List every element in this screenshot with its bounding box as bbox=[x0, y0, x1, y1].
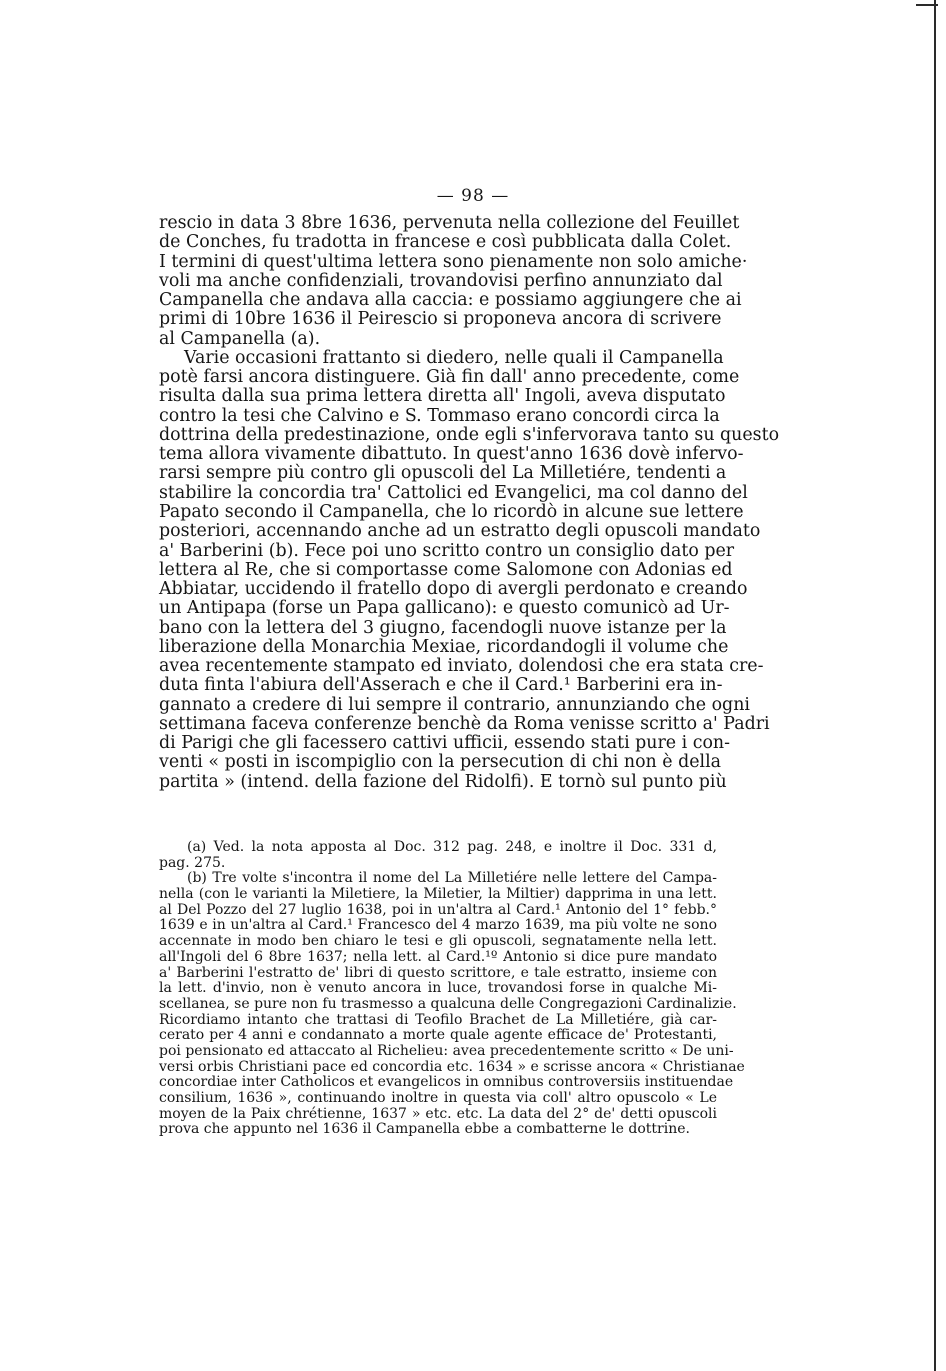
body-text-line: settimana faceva conferenze benchè da Roma venisse scritto a' Padri bbox=[159, 713, 770, 734]
body-text-line: rescio in data 3 8bre 1636, pervenuta nella collezione del Feuillet bbox=[159, 213, 740, 233]
body-text-line: I termini di quest'ultima lettera sono pienamente non solo amiche· bbox=[159, 251, 748, 272]
footnote-line: prova che appunto nel 1636 il Campanella ebbe a combatterne le dottrine. bbox=[159, 1121, 690, 1138]
footnote-line: (b) Tre volte s'incontra il nome del La Milletiére nelle lettere del Campa- bbox=[187, 870, 717, 887]
body-text-line: lettera al Re, che si comportasse come Salomone con Adonias ed bbox=[159, 559, 733, 580]
footnote-line: nella (con le varianti la Miletiere, la Miletier, la Miltier) dapprima in una lett. bbox=[159, 886, 717, 903]
body-text-line: tema allora vivamente dibattuto. In quest'anno 1636 dovè infervo- bbox=[159, 444, 744, 465]
main-text bbox=[159, 213, 780, 792]
footnotes bbox=[159, 839, 745, 1138]
body-text-line: stabilire la concordia tra' Cattolici ed Evangelici, ma col danno del bbox=[159, 482, 748, 503]
body-text-line: partita » (intend. della fazione del Ridolfi). E tornò sul punto più bbox=[159, 771, 727, 792]
footnote-line: a' Barberini l'estratto de' libri di questo scrittore, e tale estratto, insieme con bbox=[159, 964, 717, 981]
footnote-line: moyen de la Paix chrétienne, 1637 » etc. etc. La data del 2° de' detti opuscoli bbox=[159, 1105, 717, 1122]
footnote-line: la lett. d'invio, non è venuto ancora in luce, trovandosi forse in qualche Mi- bbox=[159, 980, 717, 997]
footnote-line: scellanea, se pure non fu trasmesso a qualcuna delle Congregazioni Cardinalizie. bbox=[159, 995, 737, 1012]
footnote-line: cerato per 4 anni e condannato a morte quale agente efficace de' Protestanti, bbox=[159, 1027, 717, 1044]
body-text-line: un Antipapa (forse un Papa gallicano): e questo comunicò ad Ur- bbox=[159, 598, 730, 619]
body-text-line: al Campanella (a). bbox=[159, 328, 321, 349]
footnote-line: 1639 e in un'altra al Card.¹ Francesco del 4 marzo 1639, ma più volte ne sono bbox=[159, 917, 717, 934]
body-text-line: bano con la lettera del 3 giugno, facendogli nuove istanze per la bbox=[159, 617, 727, 638]
footnote-line: consilium, 1636 », continuando inoltre in questa via coll' altro opuscolo « Le bbox=[159, 1090, 717, 1106]
footnote-line: Ricordiamo intanto che trattasi di Teofilo Brachet de La Milletiére, già car- bbox=[159, 1011, 717, 1028]
body-text-line: posteriori, accennando anche ad un estratto degli opuscoli mandato bbox=[159, 521, 761, 542]
body-text-line: venti « posti in iscompiglio con la persecution di chi non è della bbox=[159, 752, 722, 773]
scan-border-mark bbox=[916, 4, 938, 6]
footnote-line: concordiae inter Catholicos et evangelicos in omnibus controversiis instituendae bbox=[159, 1074, 734, 1091]
body-text-line: duta finta l'abiura dell'Asserach e che il Card.¹ Barberini era in- bbox=[159, 675, 723, 696]
body-text-line: Abbiatar, uccidendo il fratello dopo di avergli perdonato e creando bbox=[159, 579, 748, 600]
footnote-line: pag. 275. bbox=[159, 854, 226, 871]
body-text-line: Papato secondo il Campanella, che lo ricordò in alcune sue lettere bbox=[159, 501, 744, 522]
body-text-line: Varie occasioni frattanto si diedero, nelle quali il Campanella bbox=[184, 347, 724, 368]
page-number: — 98 — bbox=[436, 186, 510, 206]
body-text-line: gannato a credere di lui sempre il contrario, annunziando che ogni bbox=[159, 694, 750, 715]
body-text-line: potè farsi ancora distinguere. Già fin dall' anno precedente, come bbox=[159, 367, 740, 388]
footnote-line: versi orbis Christiani pace ed concordia etc. 1634 » e scrisse ancora « Christianae bbox=[159, 1058, 745, 1075]
body-text-line: voli ma anche confidenziali, trovandovisi perfino annunziato dal bbox=[159, 270, 723, 291]
body-text-line: Campanella che andava alla caccia: e possiamo aggiungere che ai bbox=[159, 290, 742, 311]
body-text-line: liberazione della Monarchia Mexiae, ricordandogli il volume che bbox=[159, 636, 729, 657]
body-text-line: primi di 10bre 1636 il Peirescio si proponeva ancora di scrivere bbox=[159, 309, 722, 330]
footnote-line: all'Ingoli del 6 8bre 1637; nella lett. al Card.¹º Antonio si dice pure mandato bbox=[159, 948, 717, 965]
body-text-line: rarsi sempre più contro gli opuscoli del La Milletiére, tendenti a bbox=[159, 463, 727, 484]
body-text-line: di Parigi che gli facessero cattivi ufficii, essendo stati pure i con- bbox=[159, 733, 731, 754]
body-text-line: dottrina della predestinazione, onde egli s'infervorava tanto su questo bbox=[159, 424, 780, 445]
body-text-line: contro la tesi che Calvino e S. Tommaso erano concordi circa la bbox=[159, 405, 720, 426]
footnote-line: (a) Ved. la nota apposta al Doc. 312 pag. 248, e inoltre il Doc. 331 d, bbox=[187, 839, 717, 855]
footnote-line: poi pensionato ed attaccato al Richelieu: avea precedentemente scritto « De uni- bbox=[159, 1042, 734, 1059]
footnote-line: accennate in modo ben chiaro le tesi e gli opuscoli, segnatamente nella lett. bbox=[159, 933, 717, 950]
body-text-line: avea recentemente stampato ed inviato, dolendosi che era stata cre- bbox=[159, 656, 764, 677]
body-text-line: risulta dalla sua prima lettera diretta all' Ingoli, aveva disputato bbox=[159, 386, 726, 407]
body-text-line: de Conches, fu tradotta in francese e così pubblicata dalla Colet. bbox=[159, 232, 732, 253]
footnote-line: al Del Pozzo del 27 luglio 1638, poi in un'altra al Card.¹ Antonio del 1° febb.° bbox=[159, 901, 717, 918]
body-text-line: a' Barberini (b). Fece poi uno scritto contro un consiglio dato per bbox=[159, 540, 735, 561]
